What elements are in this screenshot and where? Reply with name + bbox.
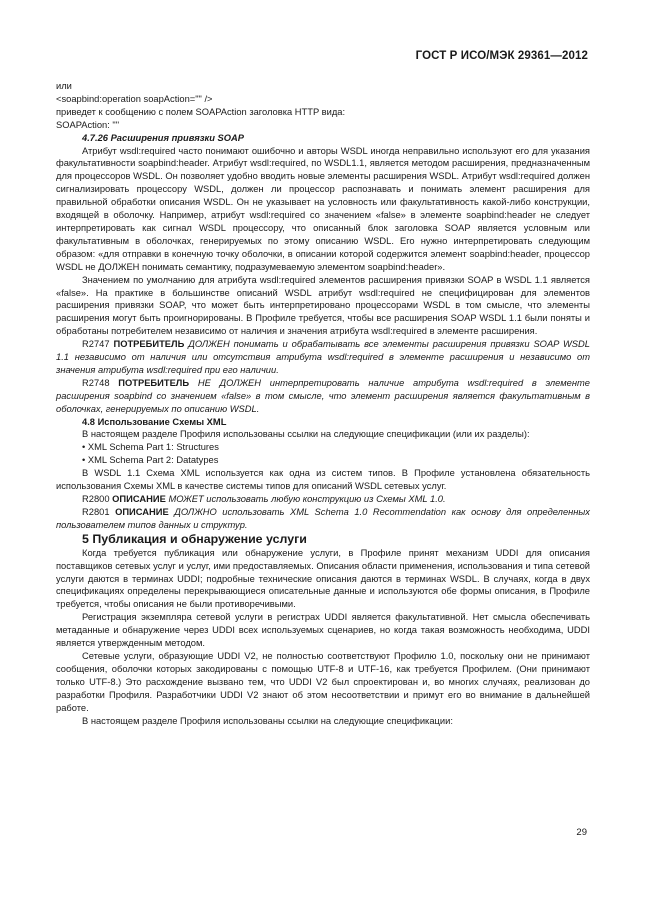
requirement-subject: ПОТРЕБИТЕЛЬ xyxy=(118,377,190,388)
section-5-heading: 5 Публикация и обнаружение услуги xyxy=(82,531,307,546)
text-leads-to: приведет к сообщению с полем SOAPAction заголовка HTTP вида: xyxy=(56,106,346,117)
paragraph: В настоящем разделе Профиля использованы ссылки на следующие спецификации (или их разделы): xyxy=(82,429,530,440)
list-item: • XML Schema Part 2: Datatypes xyxy=(82,455,219,466)
page-number: 29 xyxy=(576,827,587,838)
paragraph: Сетевые услуги, образующие UDDI V2, не полностью соответствуют Профилю 1.0, поскольку они не принимают сообщения, оболочки которых закодированы с помощью UTF-8 и UTF-16, как требуется Профилем. (Они принимают только UTF-8.) Это расхождение вызвано тем, что UDDI V2 был спроектирован и, во многих случаях, реализован до разработки Профиля. Разработчики UDDI V2 знают об этом несоответствии и примут его во внимание в дальнейшей работе. xyxy=(56,650,590,713)
text-or: или xyxy=(56,81,72,91)
paragraph: Атрибут wsdl:required часто понимают ошибочно и авторы WSDL иногда неправильно используют его для указания факультативности soapbind:header. Атрибут wsdl:required, по WSDL1.1, является методом расширения, предназначенным для процессоров WSDL. Он позволяет удобно вводить новые элементы расширения WSDL. Атрибут wsdl:required должен сигнализировать процессору WSDL, должен ли процессор распознавать и понимать элемент расширения для правильной обработки описания WSDL. Он не указывает на условность или факультативность какой-либо конструкции, входящей в оболочку. Например, атрибут wsdl:required со значением «false» в элементе soapbind:header не следует интерпретировать как сигнал WSDL процессору, что описанный блок заголовка SOAP является условным или факультативным в оболочках, генерируемых по этому описанию WSDL. Его нужно интерпретировать следующим образом: «для отправки в конечную точку оболочки, в описании которой содержится элемент soapbind:header, процессор WSDL не ДОЛЖЕН понимать семантику, подразумеваемую элементом soapbind:header». xyxy=(56,145,590,272)
paragraph: Регистрация экземпляра сетевой услуги в регистрах UDDI является факультативной. Нет смысла обеспечивать метаданные и обнаружение через UDDI всех используемых сценариев, но когда такая возможность необходима, UDDI является утвержденным методом. xyxy=(56,612,590,649)
paragraph: Когда требуется публикация или обнаружение услуги, в Профиле принят механизм UDDI для описания поставщиков сетевых услуг и услуг, ими предоставляемых. Описания области применения, использования и типа сетевой услуги даются в терминах UDDI; подробные технические описания даются в терминах WSDL. В случаях, когда в двух спецификациях определены перекрывающиеся описательные данные и используются обе формы описания, в Профиле требуется, чтобы описания не были противоречивыми. xyxy=(56,547,590,610)
section-4-7-26-heading: 4.7.26 Расширения привязки SOAP xyxy=(82,132,245,143)
requirement-r2747 xyxy=(56,338,590,377)
requirement-id: R2800 xyxy=(82,494,110,504)
requirement-id: R2748 xyxy=(82,377,110,388)
requirement-subject: ОПИСАНИЕ xyxy=(115,506,169,517)
requirement-r2800 xyxy=(56,493,590,506)
requirement-text: ДОЛЖЕН понимать и обрабатывать все элементы расширения привязки SOAP WSDL 1.1 независимо от наличия или отсутствия атрибута wsdl:required в элементе расширения и независимо от значения атрибута wsdl:required при его наличии. xyxy=(56,339,590,375)
paragraph: В WSDL 1.1 Схема XML используется как одна из систем типов. В Профиле установлена обязательность использования Схемы XML в качестве системы типов для описаний WSDL сетевых услуг. xyxy=(56,468,590,492)
soapaction-line: SOAPAction: "" xyxy=(56,119,120,130)
requirement-text: НЕ ДОЛЖЕН интерпретировать наличие атрибута wsdl:required в элементе расширения soapbind со значением «false» в том смысле, что элемент расширения является факультативным в оболочках, генерируемых по описанию WSDL. xyxy=(56,377,590,414)
requirement-r2801 xyxy=(56,506,590,532)
requirement-subject: ПОТРЕБИТЕЛЬ xyxy=(113,339,185,350)
requirement-r2748 xyxy=(56,377,590,416)
requirement-id: R2747 xyxy=(82,339,110,350)
standard-header: ГОСТ Р ИСО/МЭК 29361—2012 xyxy=(415,50,588,62)
page-content xyxy=(56,80,590,727)
requirement-id: R2801 xyxy=(82,506,110,517)
paragraph: Значением по умолчанию для атрибута wsdl:required элементов расширения привязки SOAP в WSDL 1.1 является «false». На практике в большинстве описаний WSDL атрибут wsdl:required не специфицирован для элементов расширения привязки SOAP, что может быть интерпретировано процессорами WSDL в том смысле, что элементы расширения могут быть проигнорированы. В Профиле требуется, чтобы все расширения SOAP WSDL 1.1 были поняты и обработаны потребителем независимо от наличия и значения атрибута wsdl:required в элементе расширения. xyxy=(56,274,590,337)
requirement-text: ДОЛЖНО использовать XML Schema 1.0 Recommendation как основу для определенных пользователем типов данных и структур. xyxy=(56,506,590,530)
section-4-8-heading: 4.8 Использование Схемы XML xyxy=(82,416,227,427)
paragraph: В настоящем разделе Профиля использованы ссылки на следующие спецификации: xyxy=(82,715,453,726)
code-line: <soapbind:operation soapAction="" /> xyxy=(56,93,213,104)
requirement-subject: ОПИСАНИЕ xyxy=(112,494,166,504)
requirement-text: МОЖЕТ использовать любую конструкцию из Схемы XML 1.0. xyxy=(168,494,446,504)
list-item: • XML Schema Part 1: Structures xyxy=(82,442,219,453)
